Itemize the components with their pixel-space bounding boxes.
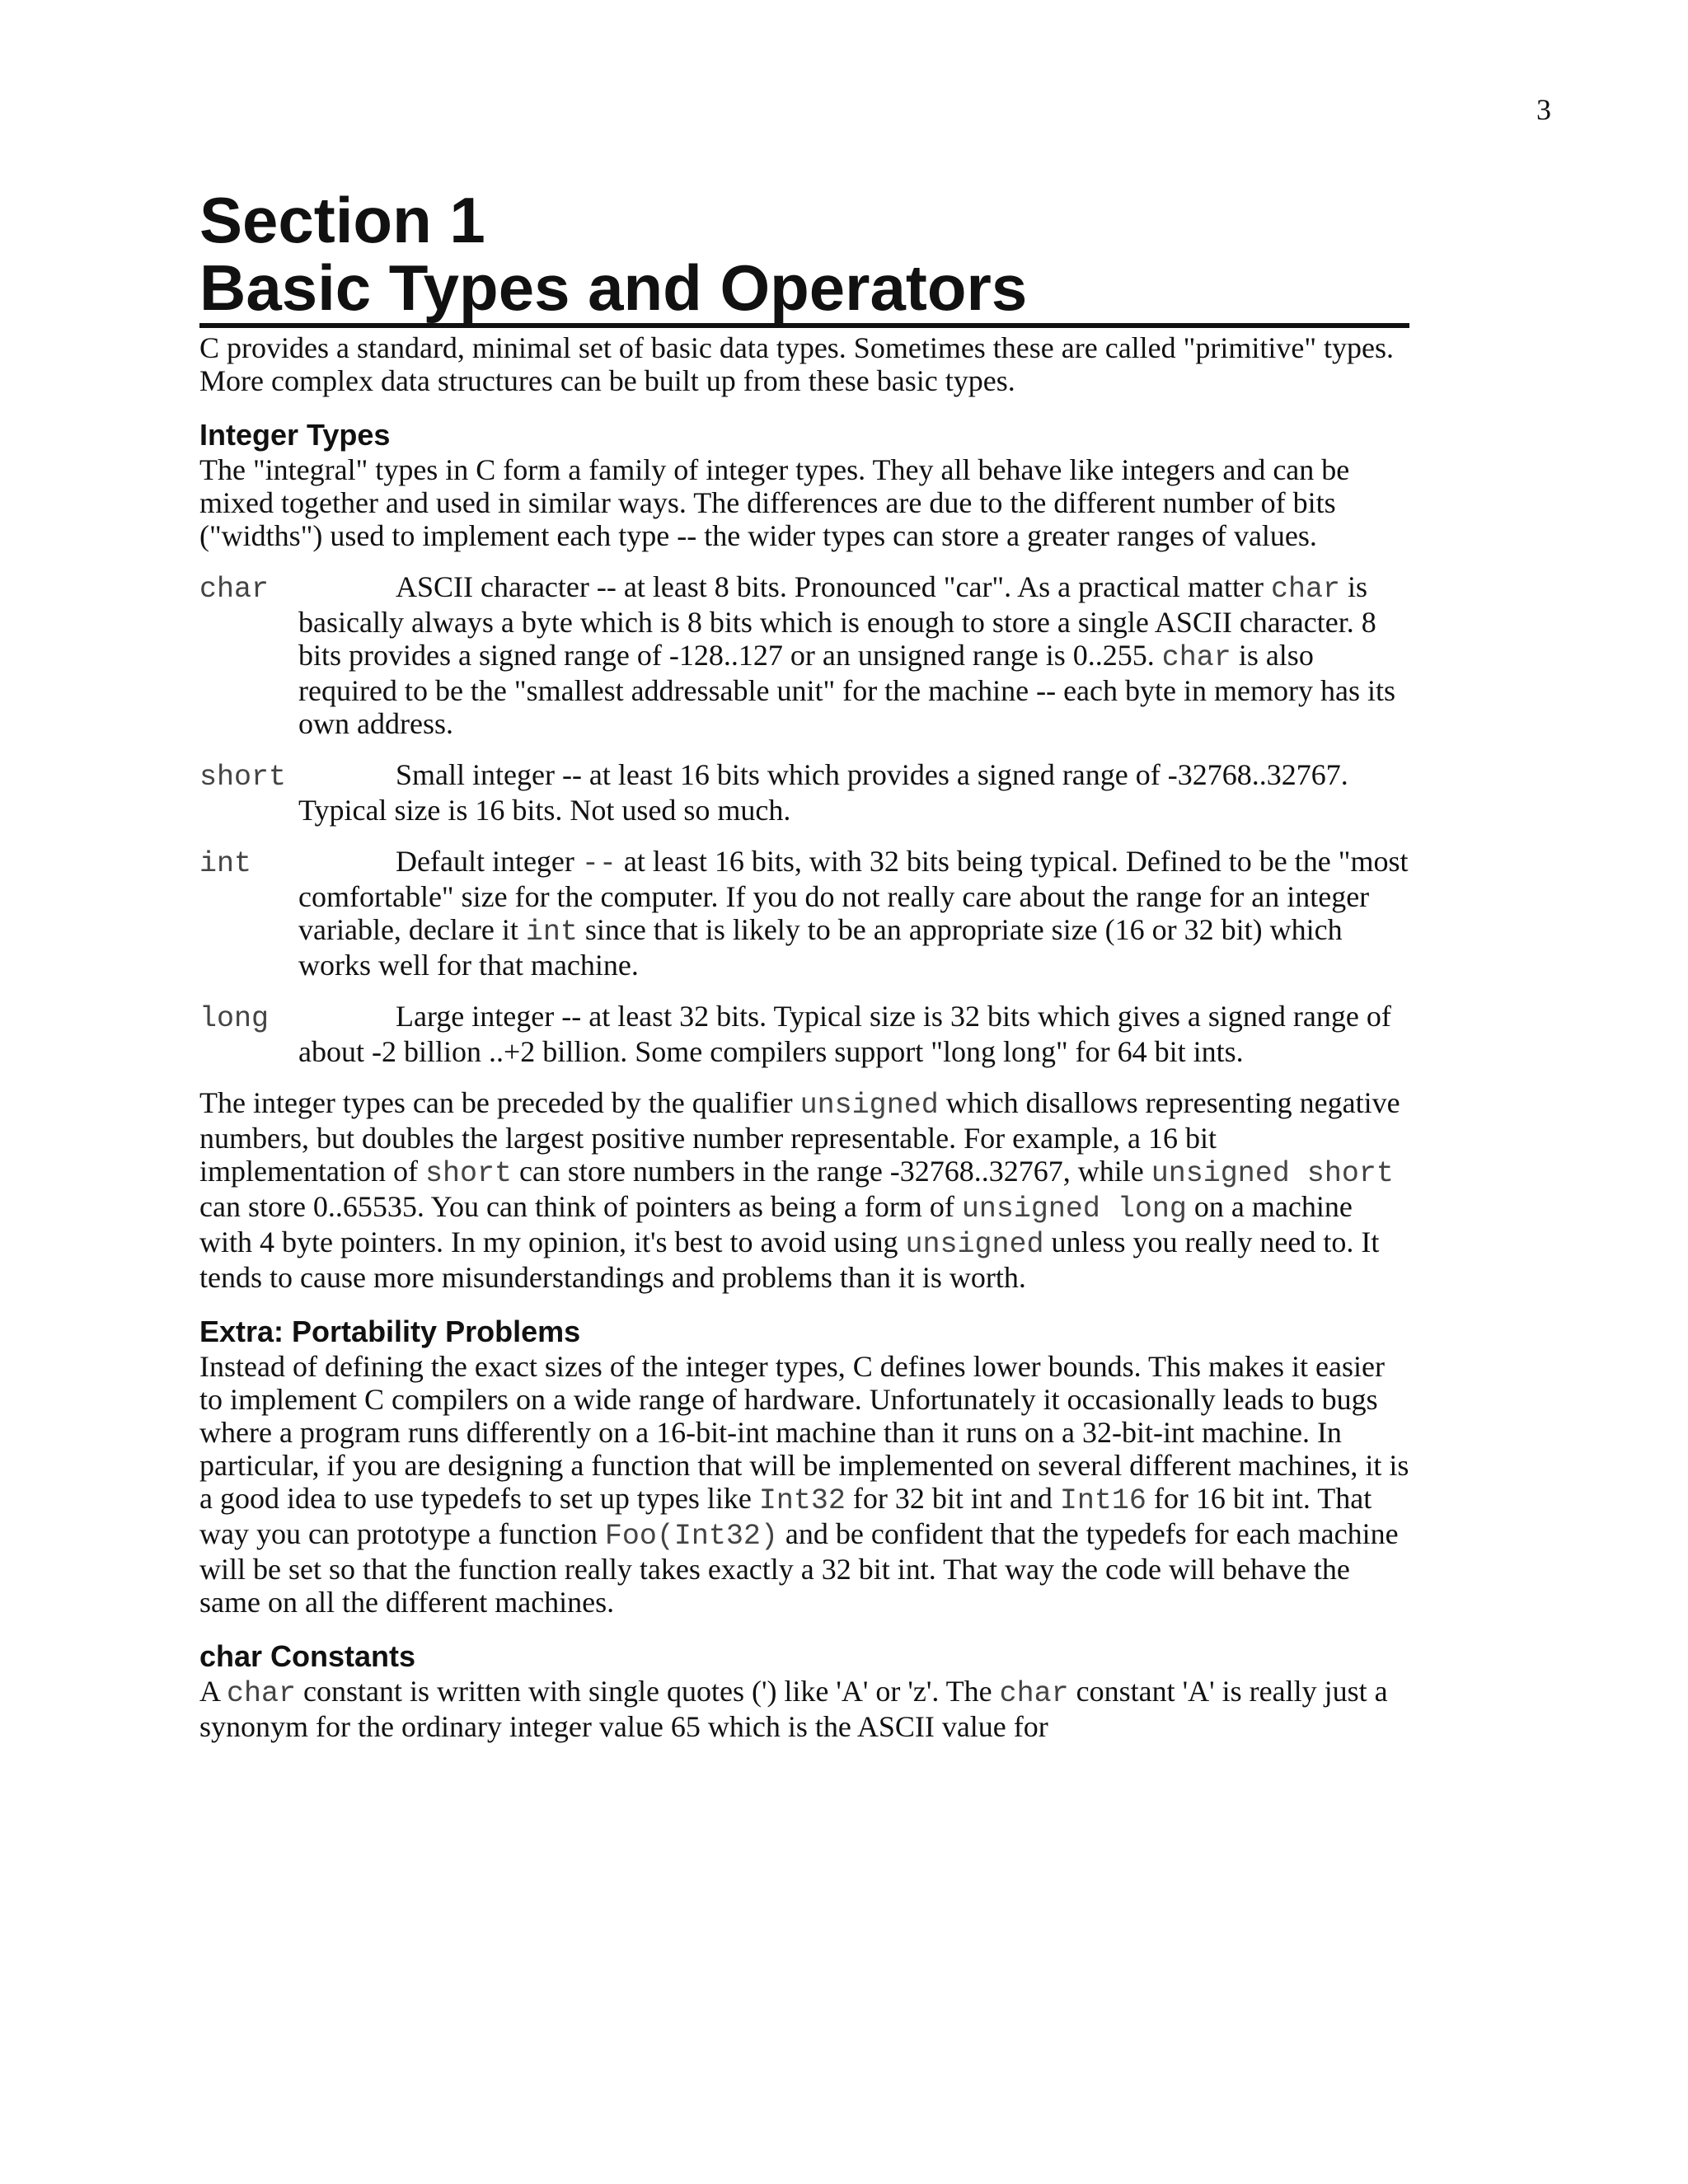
- page-content: [199, 186, 1409, 1743]
- page-number: 3: [1536, 93, 1551, 126]
- inline-code: --: [581, 847, 617, 880]
- text-run: constant 'A' is really just a synonym for the ordinary integer value 65 which is the ASCII value for: [199, 1675, 1388, 1743]
- type-desc: Default integer: [396, 845, 582, 878]
- text-run: can store numbers in the range -32768..32767, while: [511, 1155, 1151, 1188]
- section-title: [199, 186, 1409, 328]
- inline-code: unsigned: [799, 1089, 939, 1122]
- text-run: on a machine with 4 byte pointers. In my opinion, it's best to avoid using: [199, 1190, 1353, 1258]
- type-def-short: [199, 758, 1409, 827]
- text-run: for 32 bit int and: [845, 1482, 1060, 1515]
- inline-code: Int32: [758, 1484, 846, 1517]
- type-desc: at least 16 bits, with 32 bits being typical. Defined to be the "most comfortable" size for the computer. If you do not really care about the range for an integer variable, declare it: [298, 845, 1409, 946]
- inline-code: unsigned: [905, 1228, 1044, 1261]
- text-run: can store 0..65535. You can think of pointers as being a form of: [199, 1190, 962, 1223]
- text-run: unless you really need to. It tends to cause more misunderstandings and problems than it is worth.: [199, 1226, 1380, 1294]
- intro-paragraph: C provides a standard, minimal set of basic data types. Sometimes these are called "primitive" types. More complex data structures can be built up from these basic types.: [199, 331, 1395, 397]
- inline-code: unsigned long: [961, 1193, 1187, 1226]
- section-number: Section 1: [199, 184, 485, 256]
- type-term: char: [199, 573, 270, 606]
- char-constants-heading: char Constants: [199, 1639, 416, 1673]
- unsigned-paragraph: [199, 1086, 1409, 1294]
- text-run: which disallows representing negative numbers, but doubles the largest positive number representable. For example, a 16 bit implementation of: [199, 1086, 1400, 1188]
- integer-types-paragraph: The "integral" types in C form a family of integer types. They all behave like integers and can be mixed together and used in similar ways. The differences are due to the different number of bits ("widths") used to implement each type -- the wider types can store a greater ranges of values.: [199, 453, 1350, 552]
- integer-type-list: [199, 570, 1409, 1068]
- inline-code: char: [1161, 641, 1231, 674]
- text-run: A: [199, 1675, 227, 1708]
- type-desc: is also required to be the "smallest addressable unit" for the machine -- each byte in memory has its own address.: [298, 639, 1395, 740]
- integer-types-heading: Integer Types: [199, 418, 391, 452]
- inline-code: char: [999, 1677, 1069, 1710]
- type-desc: is basically always a byte which is 8 bits which is enough to store a single ASCII character. 8 bits provides a signed range of -128..127 or an unsigned range is 0..255.: [298, 570, 1376, 672]
- text-run: The integer types can be preceded by the qualifier: [199, 1086, 800, 1119]
- text-run: Instead of defining the exact sizes of the integer types, C defines lower bounds. This makes it easier to implement C compilers on a wide range of hardware. Unfortunately it occasionally leads to bugs where a program runs differently on a 16-bit-int machine than it runs on a 32-bit-int machine. In particular, if you are designing a function that will be implemented on several different machines, it is a good idea to use typedefs to set up types like: [199, 1350, 1409, 1515]
- type-desc: Small integer -- at least 16 bits which provides a signed range of -32768..32767. Typical size is 16 bits. Not used so much.: [298, 758, 1348, 827]
- portability-paragraph: [199, 1350, 1409, 1619]
- char-constants-paragraph: [199, 1675, 1409, 1743]
- inline-code: char: [227, 1677, 297, 1710]
- type-def-int: [199, 845, 1409, 982]
- text-run: for 16 bit int. That way you can prototype a function: [199, 1482, 1372, 1550]
- type-desc: since that is likely to be an appropriate size (16 or 32 bit) which works well for that machine.: [298, 913, 1343, 982]
- inline-code: char: [1270, 573, 1340, 606]
- type-term: short: [199, 761, 287, 794]
- inline-code: short: [424, 1157, 512, 1190]
- type-desc: Large integer -- at least 32 bits. Typical size is 32 bits which gives a signed range of about -2 billion ..+2 billion. Some compilers support "long long" for 64 bit ints.: [298, 1000, 1391, 1068]
- type-desc: ASCII character -- at least 8 bits. Pronounced "car". As a practical matter: [396, 570, 1271, 603]
- inline-code: Foo(Int32): [604, 1520, 778, 1553]
- text-run: constant is written with single quotes (') like 'A' or 'z'. The: [296, 1675, 1000, 1708]
- section-name: Basic Types and Operators: [199, 251, 1028, 324]
- type-def-char: [199, 570, 1409, 740]
- type-term: int: [199, 847, 252, 880]
- type-def-long: [199, 1000, 1409, 1068]
- inline-code: int: [525, 916, 578, 949]
- text-run: and be confident that the typedefs for each machine will be set so that the function really takes exactly a 32 bit int. That way the code will behave the same on all the different machines.: [199, 1517, 1399, 1619]
- portability-heading: Extra: Portability Problems: [199, 1315, 581, 1348]
- inline-code: unsigned short: [1151, 1157, 1394, 1190]
- type-term: long: [199, 1002, 270, 1035]
- inline-code: Int16: [1059, 1484, 1146, 1517]
